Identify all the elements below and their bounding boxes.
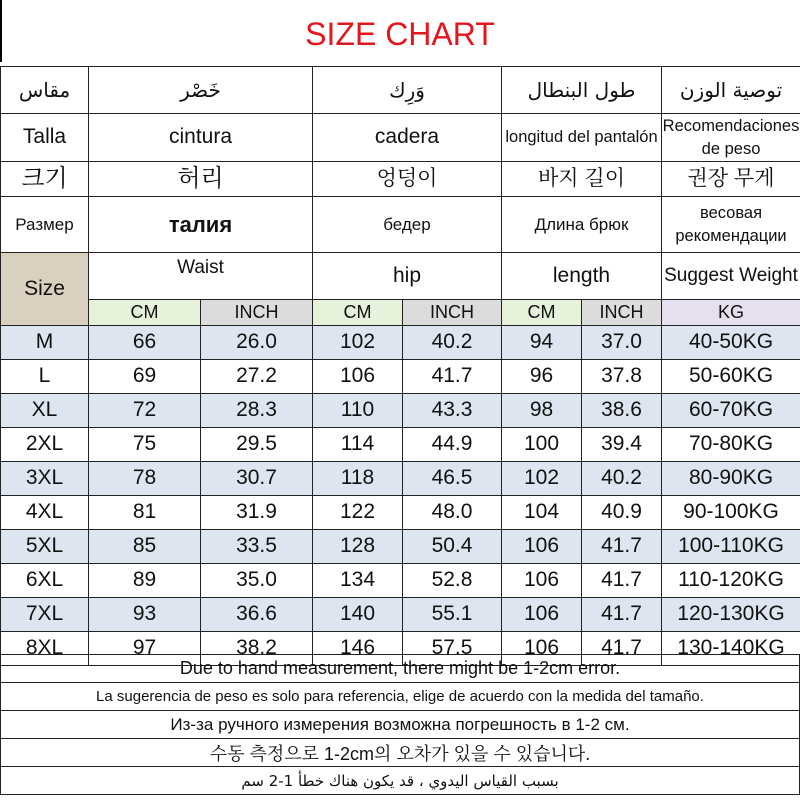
waist-cm-cell: 97 <box>89 632 201 666</box>
spanish-label-row <box>1 114 800 162</box>
label-length-es: longitud del pantalón <box>502 114 662 162</box>
label-length-ar: طول البنطال <box>502 67 662 114</box>
length-inch-cell: 38.6 <box>582 394 662 428</box>
label-weight-ru: весовая рекомендации <box>662 197 800 253</box>
label-length-ko: 바지 길이 <box>502 162 662 197</box>
english-label-row <box>1 253 800 300</box>
waist-cm-cell: 93 <box>89 598 201 632</box>
hip-inch-cell: 48.0 <box>403 496 502 530</box>
length-cm-cell: 100 <box>502 428 582 462</box>
weight-cell: 110-120KG <box>662 564 800 598</box>
hip-cm-cell: 134 <box>313 564 403 598</box>
hip-inch-cell: 55.1 <box>403 598 502 632</box>
label-length-en: length <box>502 253 662 300</box>
hip-cm-cell: 118 <box>313 462 403 496</box>
weight-cell: 120-130KG <box>662 598 800 632</box>
hip-cm-cell: 146 <box>313 632 403 666</box>
length-cm-cell: 106 <box>502 598 582 632</box>
waist-inch-cell: 35.0 <box>201 564 313 598</box>
note-english: Due to hand measurement, there might be 1-2cm error. <box>1 655 800 683</box>
weight-cell: 70-80KG <box>662 428 800 462</box>
unit-weight-kg: KG <box>662 300 800 326</box>
table-row <box>1 462 800 496</box>
waist-cm-cell: 69 <box>89 360 201 394</box>
label-weight-ko: 권장 무게 <box>662 162 800 197</box>
waist-cm-cell: 89 <box>89 564 201 598</box>
waist-cm-cell: 75 <box>89 428 201 462</box>
waist-inch-cell: 29.5 <box>201 428 313 462</box>
label-waist-ru: талия <box>89 197 313 253</box>
hip-cm-cell: 102 <box>313 326 403 360</box>
length-inch-cell: 41.7 <box>582 530 662 564</box>
weight-cell: 40-50KG <box>662 326 800 360</box>
weight-cell: 90-100KG <box>662 496 800 530</box>
length-inch-cell: 41.7 <box>582 632 662 666</box>
length-cm-cell: 106 <box>502 564 582 598</box>
length-cm-cell: 104 <box>502 496 582 530</box>
length-cm-cell: 106 <box>502 530 582 564</box>
unit-length-inch: INCH <box>582 300 662 326</box>
waist-cm-cell: 81 <box>89 496 201 530</box>
table-row <box>1 360 800 394</box>
waist-inch-cell: 26.0 <box>201 326 313 360</box>
label-weight-ar: توصية الوزن <box>662 67 800 114</box>
hip-inch-cell: 46.5 <box>403 462 502 496</box>
unit-hip-inch: INCH <box>403 300 502 326</box>
weight-cell: 130-140KG <box>662 632 800 666</box>
hip-inch-cell: 50.4 <box>403 530 502 564</box>
hip-cm-cell: 110 <box>313 394 403 428</box>
size-cell: M <box>1 326 89 360</box>
hip-inch-cell: 40.2 <box>403 326 502 360</box>
size-table <box>0 66 800 666</box>
waist-inch-cell: 28.3 <box>201 394 313 428</box>
page-title: SIZE CHART <box>305 15 495 52</box>
korean-label-row <box>1 162 800 197</box>
weight-cell: 100-110KG <box>662 530 800 564</box>
russian-label-row <box>1 197 800 253</box>
unit-hip-cm: CM <box>313 300 403 326</box>
size-cell: 2XL <box>1 428 89 462</box>
hip-cm-cell: 140 <box>313 598 403 632</box>
size-cell: 4XL <box>1 496 89 530</box>
label-waist-en: Waist <box>89 253 313 300</box>
unit-row <box>1 300 800 326</box>
label-hip-ru: бедер <box>313 197 502 253</box>
hip-cm-cell: 106 <box>313 360 403 394</box>
length-inch-cell: 39.4 <box>582 428 662 462</box>
label-length-ru: Длина брюк <box>502 197 662 253</box>
note-spanish: La sugerencia de peso es solo para referencia, elige de acuerdo con la medida del tamaño. <box>1 683 800 711</box>
hip-cm-cell: 122 <box>313 496 403 530</box>
weight-cell: 50-60KG <box>662 360 800 394</box>
length-inch-cell: 41.7 <box>582 598 662 632</box>
length-cm-cell: 96 <box>502 360 582 394</box>
length-inch-cell: 41.7 <box>582 564 662 598</box>
waist-inch-cell: 27.2 <box>201 360 313 394</box>
label-weight-es: Recomendaciones de peso <box>662 114 800 162</box>
waist-inch-cell: 33.5 <box>201 530 313 564</box>
length-cm-cell: 106 <box>502 632 582 666</box>
label-size-ko: 크기 <box>1 162 89 197</box>
size-cell: 8XL <box>1 632 89 666</box>
table-row <box>1 598 800 632</box>
note-arabic: بسبب القياس اليدوي ، قد يكون هناك خطأ 1-2 سم <box>1 767 800 795</box>
length-inch-cell: 40.9 <box>582 496 662 530</box>
hip-cm-cell: 128 <box>313 530 403 564</box>
length-cm-cell: 98 <box>502 394 582 428</box>
label-waist-ar: خَصْر <box>89 67 313 114</box>
label-weight-en: Suggest Weight <box>662 253 800 300</box>
hip-inch-cell: 44.9 <box>403 428 502 462</box>
unit-length-cm: CM <box>502 300 582 326</box>
label-hip-ar: وَرِك <box>313 67 502 114</box>
table-row <box>1 496 800 530</box>
table-row <box>1 428 800 462</box>
waist-cm-cell: 85 <box>89 530 201 564</box>
hip-inch-cell: 41.7 <box>403 360 502 394</box>
unit-waist-inch: INCH <box>201 300 313 326</box>
length-inch-cell: 37.8 <box>582 360 662 394</box>
weight-cell: 80-90KG <box>662 462 800 496</box>
waist-cm-cell: 78 <box>89 462 201 496</box>
unit-waist-cm: CM <box>89 300 201 326</box>
length-cm-cell: 94 <box>502 326 582 360</box>
label-size-ar: مقاس <box>1 67 89 114</box>
waist-cm-cell: 66 <box>89 326 201 360</box>
table-row <box>1 394 800 428</box>
length-inch-cell: 37.0 <box>582 326 662 360</box>
waist-inch-cell: 31.9 <box>201 496 313 530</box>
waist-inch-cell: 30.7 <box>201 462 313 496</box>
notes-table <box>0 654 800 795</box>
arabic-label-row <box>1 67 800 114</box>
waist-inch-cell: 38.2 <box>201 632 313 666</box>
waist-cm-cell: 72 <box>89 394 201 428</box>
table-row <box>1 530 800 564</box>
table-row <box>1 326 800 360</box>
label-hip-en: hip <box>313 253 502 300</box>
waist-inch-cell: 36.6 <box>201 598 313 632</box>
hip-cm-cell: 114 <box>313 428 403 462</box>
note-korean: 수동 측정으로 1-2cm의 오차가 있을 수 있습니다. <box>1 739 800 767</box>
label-size-ru: Размер <box>1 197 89 253</box>
hip-inch-cell: 57.5 <box>403 632 502 666</box>
size-cell: 3XL <box>1 462 89 496</box>
hip-inch-cell: 52.8 <box>403 564 502 598</box>
label-size-es: Talla <box>1 114 89 162</box>
length-inch-cell: 40.2 <box>582 462 662 496</box>
size-cell: 7XL <box>1 598 89 632</box>
label-hip-ko: 엉덩이 <box>313 162 502 197</box>
label-waist-ko: 허리 <box>89 162 313 197</box>
size-cell: L <box>1 360 89 394</box>
table-row <box>1 564 800 598</box>
size-cell: XL <box>1 394 89 428</box>
length-cm-cell: 102 <box>502 462 582 496</box>
size-cell: 6XL <box>1 564 89 598</box>
note-russian: Из-за ручного измерения возможна погрешность в 1-2 см. <box>1 711 800 739</box>
label-size-en: Size <box>1 253 89 326</box>
label-waist-es: cintura <box>89 114 313 162</box>
label-hip-es: cadera <box>313 114 502 162</box>
hip-inch-cell: 43.3 <box>403 394 502 428</box>
weight-cell: 60-70KG <box>662 394 800 428</box>
size-cell: 5XL <box>1 530 89 564</box>
